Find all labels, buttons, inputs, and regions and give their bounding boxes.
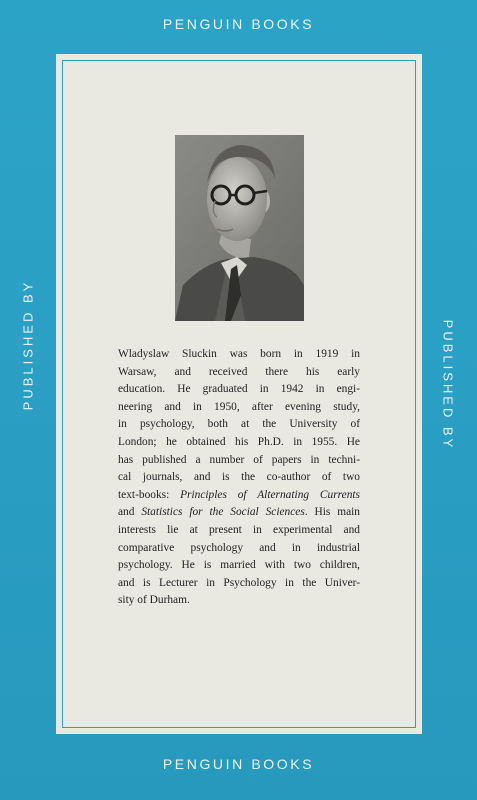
bio-line: and is Lecturer in Psychology in the Univer- <box>118 576 360 589</box>
bio-line: Warsaw, and received there his early <box>118 365 360 378</box>
bio-line: education. He graduated in 1942 in engi- <box>118 383 360 396</box>
bio-line: cal journals, and is the co-author of two <box>118 471 360 484</box>
author-biography <box>118 346 360 610</box>
bio-line: psychology. He is married with two children, <box>118 559 360 572</box>
bio-text: and <box>118 506 142 519</box>
bio-line: neering and in 1950, after evening study, <box>118 400 360 413</box>
bio-line: in psychology, both at the University of <box>118 418 360 431</box>
bio-line: sity of Durham. <box>118 594 190 607</box>
bio-text: . His main <box>304 506 360 519</box>
bio-text: text-books: <box>118 488 181 501</box>
author-photo <box>175 135 304 321</box>
spine-text-left: PUBLISHED BY <box>20 279 36 411</box>
bio-line: Wladyslaw Sluckin was born in 1919 in <box>118 348 360 360</box>
publisher-name-top: PENGUIN BOOKS <box>162 16 315 32</box>
publisher-name-bottom: PENGUIN BOOKS <box>162 756 315 772</box>
bio-line: comparative psychology and in industrial <box>118 541 360 554</box>
author-portrait-image <box>175 135 304 321</box>
bio-line-with-title <box>118 487 360 505</box>
bio-line: London; he obtained his Ph.D. in 1955. He <box>118 435 360 448</box>
book-title-alternating-currents: Principles of Alternating Currents <box>180 488 360 501</box>
bio-line-with-title <box>118 504 360 522</box>
bio-line: has published a number of papers in techni- <box>118 453 360 466</box>
book-title-statistics: Statistics for the Social Sciences <box>141 506 305 519</box>
bio-line: interests lie at present in experimental and <box>118 523 360 536</box>
spine-text-right: PUBLISHED BY <box>440 319 456 451</box>
